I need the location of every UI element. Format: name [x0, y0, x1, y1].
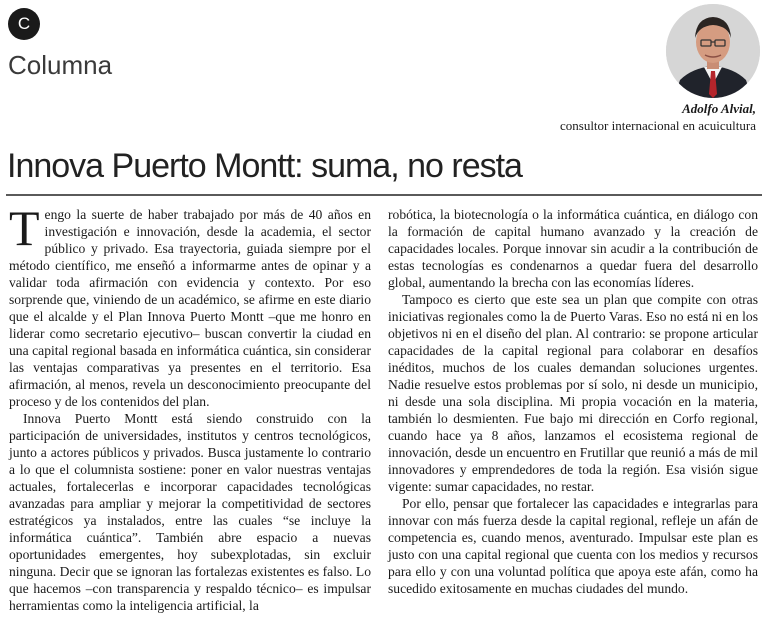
drop-cap: T — [9, 200, 40, 256]
section-label: Columna — [8, 50, 113, 80]
headline-divider — [6, 194, 762, 196]
section-badge: C — [8, 8, 40, 40]
article-column-left — [9, 200, 371, 614]
article-column-right — [388, 206, 758, 597]
author-portrait — [666, 4, 760, 98]
paragraph: Por ello, pensar que fortalecer las capacidades e integrarlas para innovar con más fuerza desde la capital regional, refleje un afán de competencia es, cuando menos, aventurado. Impulsar este plan es justo con una capital regional que cuenta con los medios y recursos para ello y con una voluntad política que apoya este afán, como ha sucedido exitosamente en muchas ciudades del mundo. — [388, 496, 758, 596]
author-name: Adolfo Alvial, — [682, 101, 756, 116]
author-byline — [560, 101, 756, 134]
paragraph: Innova Puerto Montt está siendo construido con la participación de universidades, institutos y centros tecnológicos, junto a actores públicos y privados. Busca justamente lo contrario a lo que el columnista sostiene: poner en valor nuestras ventajas actuales, fortalecerlas e incorporar capacidades tecnológicas avanzadas para ampliar y mejorar la competitividad de sectores estratégicos ya instalados, entre las cuales “se incluye la informática cuántica”. También abre espacio a nuevas oportunidades emergentes, hoy subexplotadas, sin excluir ninguna. Decir que se ignoran las fortalezas existentes es falso. Lo que hacemos –con transparencia y respaldo técnico– es impulsar herramientas como la inteligencia artificial, la — [9, 411, 371, 613]
paragraph — [9, 200, 371, 410]
author-title: consultor internacional en acuicultura — [559, 118, 756, 133]
paragraph: Tampoco es cierto que este sea un plan que compite con otras iniciativas regionales como la de Puerto Varas. Eso no está ni en los objetivos ni en el diseño del plan. Al contrario: se propone articular capacidades de la capital regional para colaborar en desafíos inéditos, muchos de los cuales demandan soluciones urgentes. Nadie resuelve estos problemas por sí solo, ni desde un municipio, ni desde una sola disciplina. Mi propia vocación en la materia, también lo desmienten. Fue bajo mi dirección en Corfo regional, cuando hace ya 8 años, lanzamos el ecosistema regional de innovación, desde un encuentro en Frutillar que reunió a más de mil innovadores y emprendedores de toda la región. Esa visión sigue vigente: sumar capacidades, no restar. — [388, 292, 758, 494]
article-headline: Innova Puerto Montt: suma, no resta — [7, 147, 522, 185]
paragraph-text: engo la suerte de haber trabajado por más de 40 años en investigación e innovación, desde la academia, el sector público y privado. Esa trayectoria, guiada siempre por el método científico, me enseñó a informarme antes de opinar y a validar toda afirmación con evidencia y contexto. Por eso sorprende que, viniendo de un académico, se afirme en este diario que el alcalde y el Plan Innova Puerto Montt –que me honro en liderar como secretario ejecutivo– buscan convertir la ciudad en una capital regional basada en informática cuántica, sin considerar las ventajas comparativas ya presentes en el territorio. Esa afirmación, al menos, revela un desconocimiento preocupante del proceso y de los contenidos del plan. — [9, 207, 371, 409]
paragraph: robótica, la biotecnología o la informática cuántica, en diálogo con la formación de capital humano avanzado y la creación de capacidades locales. Porque innovar sin acudir a la contribución de estas tecnologías es condenarnos a quedar fuera del desarrollo global, aumentando la brecha con las economías líderes. — [388, 207, 758, 290]
